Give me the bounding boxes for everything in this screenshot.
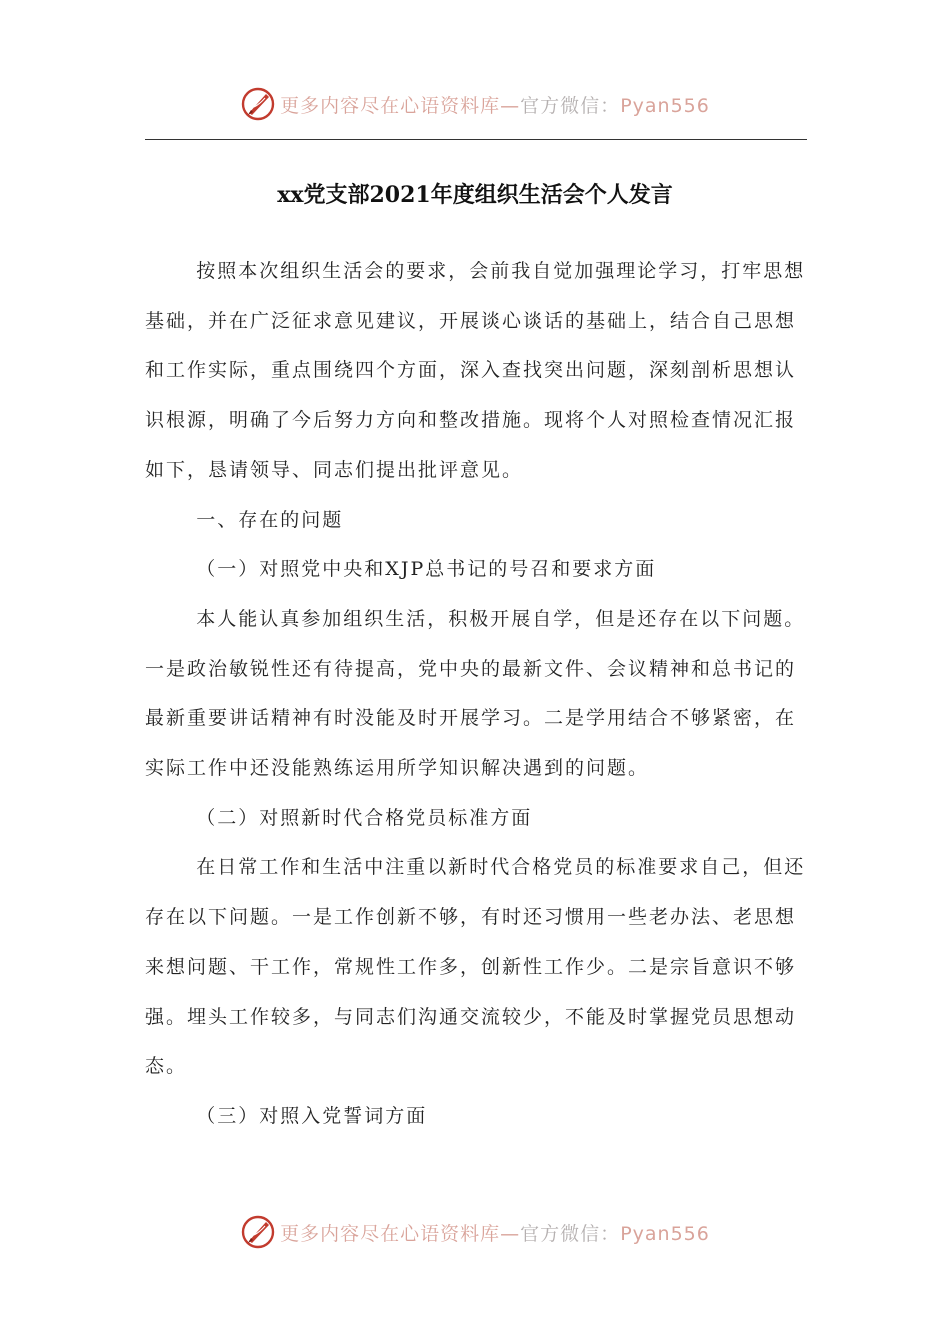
banner-slogan: 更多内容尽在心语资料库—: [280, 1222, 521, 1245]
footer-banner: [0, 1212, 950, 1252]
subsection-heading: （一）对照党中央和XJP总书记的号召和要求方面: [196, 558, 657, 581]
paragraph: 本人能认真参加组织生活，积极开展自学，但是还存在以下问题。一是政治敏锐性还有待提高，党中央的最新文件、会议精神和总书记的最新重要讲话精神有时没能及时开展学习。二是学用结合不够紧密，在实际工作中还没能熟练运用所学知识解决遇到的问题。: [145, 607, 806, 780]
banner-content: [240, 86, 710, 122]
header-banner: [0, 84, 950, 124]
banner-wechat-label: 官方微信：: [520, 1222, 621, 1245]
quill-pen-logo-icon: [240, 86, 276, 122]
banner-slogan: 更多内容尽在心语资料库—: [280, 94, 521, 117]
paragraph: 在日常工作和生活中注重以新时代合格党员的标准要求自己，但还存在以下问题。一是工作创新不够，有时还习惯用一些老办法、老思想来想问题、干工作，常规性工作多，创新性工作少。二是宗旨意识不够强。埋头工作较多，与同志们沟通交流较少，不能及时掌握党员思想动态。: [145, 856, 806, 1078]
banner-wechat-label: 官方微信：: [520, 94, 621, 117]
header-divider: [145, 139, 807, 140]
quill-pen-logo-icon: [240, 1214, 276, 1250]
banner-content: [240, 1214, 710, 1250]
banner-wechat-id: Pyan556: [620, 1222, 710, 1245]
subsection-heading: （二）对照新时代合格党员标准方面: [196, 806, 533, 829]
subsection-heading: （三）对照入党誓词方面: [196, 1104, 428, 1127]
banner-text: [280, 1219, 710, 1246]
banner-text: [280, 91, 710, 118]
paragraph: 按照本次组织生活会的要求，会前我自觉加强理论学习，打牢思想基础，并在广泛征求意见建议，开展谈心谈话的基础上，结合自己思想和工作实际，重点围绕四个方面，深入查找突出问题，深刻剖析思想认识根源，明确了今后努力方向和整改措施。现将个人对照检查情况汇报如下，恳请领导、同志们提出批评意见。: [145, 260, 806, 481]
document-title: xx党支部2021年度组织生活会个人发言: [277, 182, 673, 208]
banner-wechat-id: Pyan556: [620, 94, 710, 117]
section-heading: 一、存在的问题: [196, 508, 344, 531]
document-body: [145, 247, 807, 1142]
